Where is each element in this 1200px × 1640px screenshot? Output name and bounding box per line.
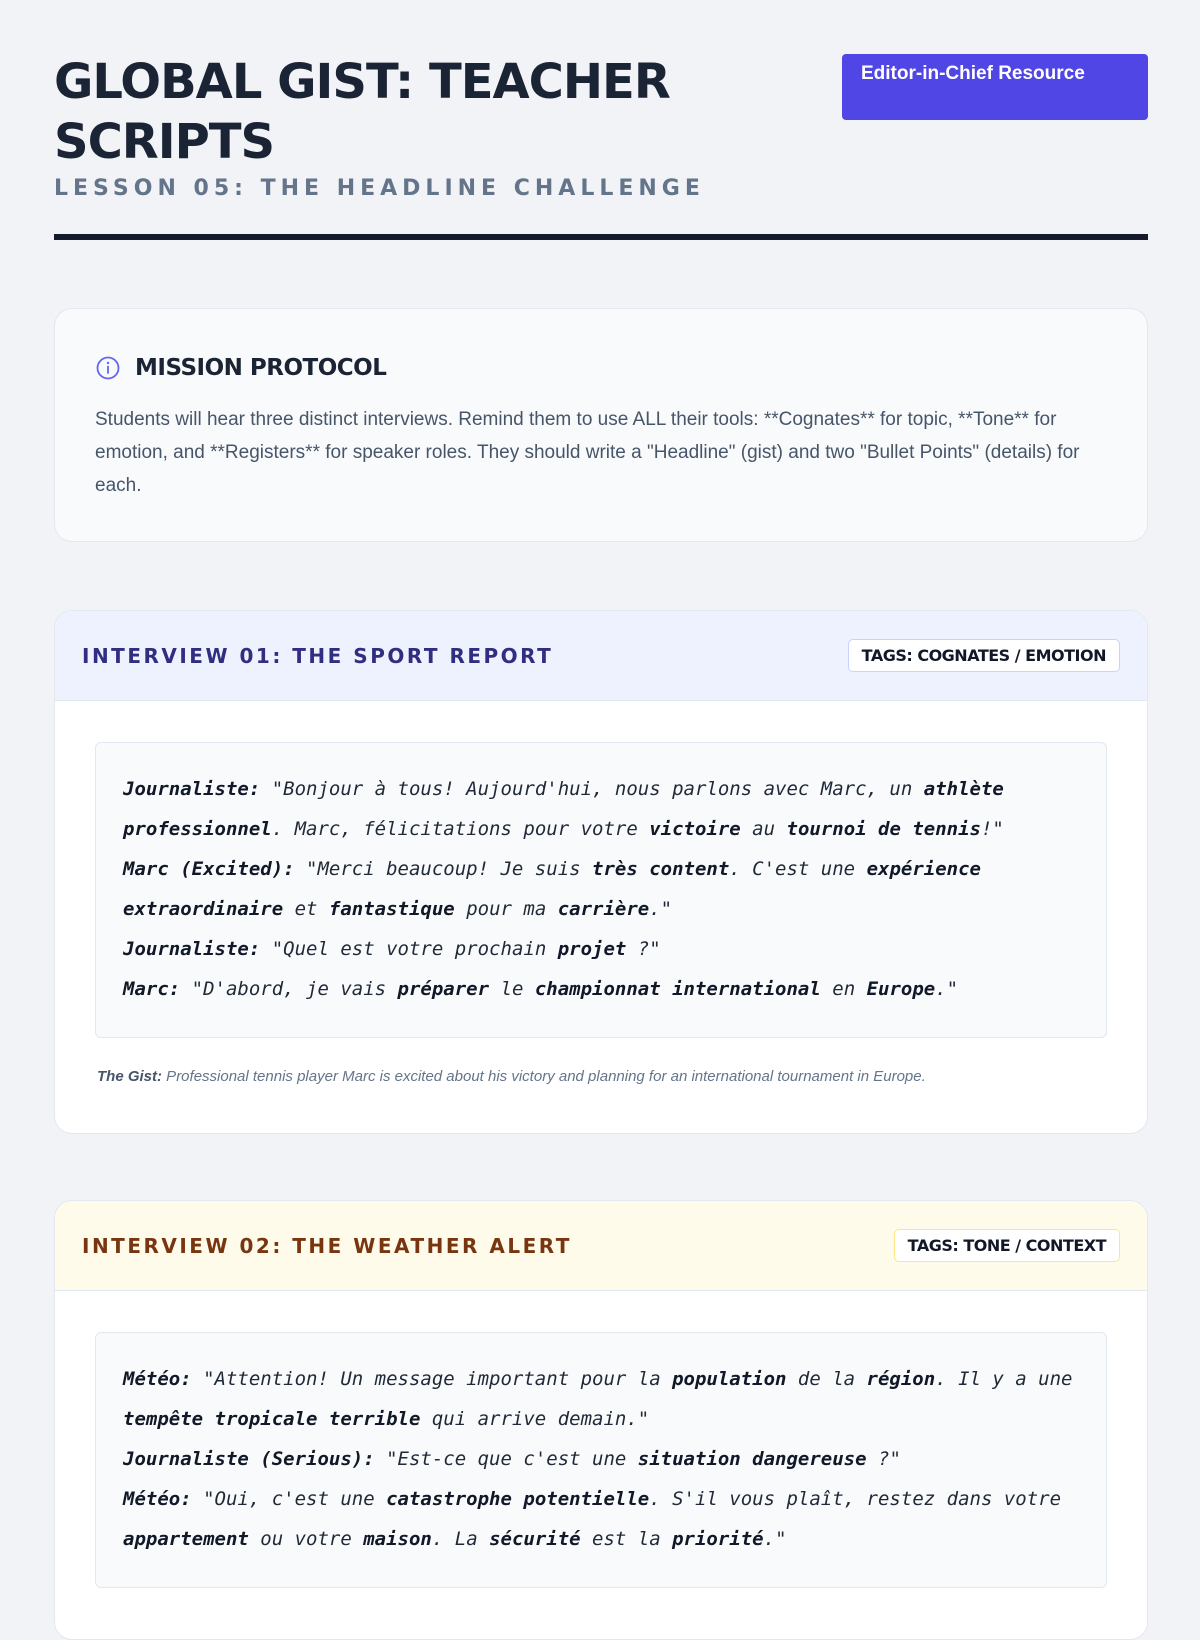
key-term: Météo:: [123, 1488, 192, 1510]
mission-header: [95, 349, 1107, 387]
dialogue-text: le: [489, 978, 535, 1000]
key-term: expérience extraordinaire: [123, 858, 981, 920]
key-term: projet: [557, 938, 627, 960]
dialogue-text: . S'il vous plaît, restez dans votre: [649, 1488, 1062, 1510]
interview-title: INTERVIEW 02: THE WEATHER ALERT: [82, 1233, 572, 1258]
key-term: situation dangereuse: [637, 1448, 867, 1470]
dialogue-text: est la: [580, 1528, 673, 1550]
dialogue-text: pour ma: [454, 898, 558, 920]
dialogue-text: ou votre: [248, 1528, 364, 1550]
interview-card-weather-alert: [54, 1200, 1148, 1640]
dialogue-line: [123, 1439, 1080, 1479]
dialogue-text: et: [283, 898, 329, 920]
key-term: population: [672, 1368, 787, 1390]
key-term: préparer: [397, 978, 490, 1000]
key-term: victoire: [649, 818, 741, 840]
dialogue-text: . Il y a une: [935, 1368, 1073, 1390]
key-term: tournoi de tennis: [786, 818, 981, 840]
key-term: Europe: [866, 978, 936, 1000]
key-term: Journaliste (Serious):: [123, 1448, 375, 1470]
key-term: priorité: [672, 1528, 764, 1550]
dialogue-text: .": [649, 898, 673, 920]
tags-badge: TAGS: TONE / CONTEXT: [894, 1229, 1120, 1262]
key-term: très content: [592, 858, 730, 880]
key-term: tempête tropicale terrible: [123, 1408, 421, 1430]
gist-text: Professional tennis player Marc is excited about his victory and planning for an international tournament in Europe.: [162, 1068, 926, 1085]
dialogue-line: [123, 929, 1080, 969]
key-term: Journaliste:: [123, 778, 261, 800]
key-term: maison: [363, 1528, 432, 1550]
dialogue-text: "Est-ce que c'est une: [374, 1448, 638, 1470]
interview-script: [95, 1332, 1107, 1588]
dialogue-text: .": [763, 1528, 787, 1550]
dialogue-line: [123, 769, 1080, 849]
dialogue-text: !": [980, 818, 1004, 840]
dialogue-text: .": [935, 978, 959, 1000]
interview-title: INTERVIEW 01: THE SPORT REPORT: [82, 643, 554, 668]
key-term: fantastique: [328, 898, 455, 920]
key-term: région: [866, 1368, 936, 1390]
key-term: Marc:: [123, 978, 181, 1000]
dialogue-text: . Marc, félicitations pour votre: [271, 818, 650, 840]
interview-card-sport-report: [54, 610, 1148, 1134]
dialogue-text: "Bonjour à tous! Aujourd'hui, nous parlons avec Marc, un: [260, 778, 924, 800]
key-term: championnat international: [534, 978, 821, 1000]
dialogue-line: [123, 1359, 1080, 1439]
key-term: carrière: [557, 898, 650, 920]
key-term: Météo:: [123, 1368, 192, 1390]
dialogue-text: "Quel est votre prochain: [260, 938, 558, 960]
dialogue-line: [123, 969, 1080, 1009]
tags-badge: TAGS: COGNATES / EMOTION: [848, 639, 1120, 672]
key-term: Marc (Excited):: [123, 858, 295, 880]
key-term: sécurité: [489, 1528, 581, 1550]
dialogue-text: "Attention! Un message important pour la: [191, 1368, 673, 1390]
dialogue-text: en: [820, 978, 867, 1000]
dialogue-text: au: [740, 818, 787, 840]
gist-label: The Gist:: [97, 1068, 163, 1085]
header-divider: [54, 234, 1148, 240]
dialogue-text: . C'est une: [729, 858, 867, 880]
dialogue-text: "Merci beaucoup! Je suis: [294, 858, 593, 880]
interview-script: [95, 742, 1107, 1038]
mission-protocol-card: [54, 308, 1148, 542]
key-term: appartement: [123, 1528, 249, 1550]
dialogue-text: "D'abord, je vais: [180, 978, 398, 1000]
mission-title: MISSION PROTOCOL: [135, 355, 387, 381]
key-term: catastrophe potentielle: [386, 1488, 650, 1510]
dialogue-text: ?": [866, 1448, 901, 1470]
dialogue-text: de la: [786, 1368, 867, 1390]
key-term: athlète professionnel: [123, 778, 1004, 840]
interview-header: [55, 611, 1147, 701]
dialogue-text: qui arrive demain.": [420, 1408, 650, 1430]
dialogue-text: "Oui, c'est une: [191, 1488, 387, 1510]
mission-instructions: Students will hear three distinct interviews. Remind them to use ALL their tools: **Cognates** for topic, **Tone** for emotion, and **Registers** for speaker roles. They should write a "Headline" (gist) and two "Bullet Points" (details) for each.: [95, 409, 1080, 496]
dialogue-line: [123, 1479, 1080, 1559]
dialogue-line: [123, 849, 1080, 929]
dialogue-text: . La: [431, 1528, 490, 1550]
info-icon: [95, 355, 121, 381]
page-title: GLOBAL GIST: TEACHER SCRIPTS: [54, 54, 670, 170]
gist-summary: [97, 1068, 1107, 1085]
interview-header: [55, 1201, 1147, 1291]
key-term: Journaliste:: [123, 938, 261, 960]
page-subtitle: LESSON 05: THE HEADLINE CHALLENGE: [54, 176, 705, 201]
dialogue-text: ?": [626, 938, 661, 960]
resource-badge: Editor-in-Chief Resource: [842, 54, 1148, 120]
